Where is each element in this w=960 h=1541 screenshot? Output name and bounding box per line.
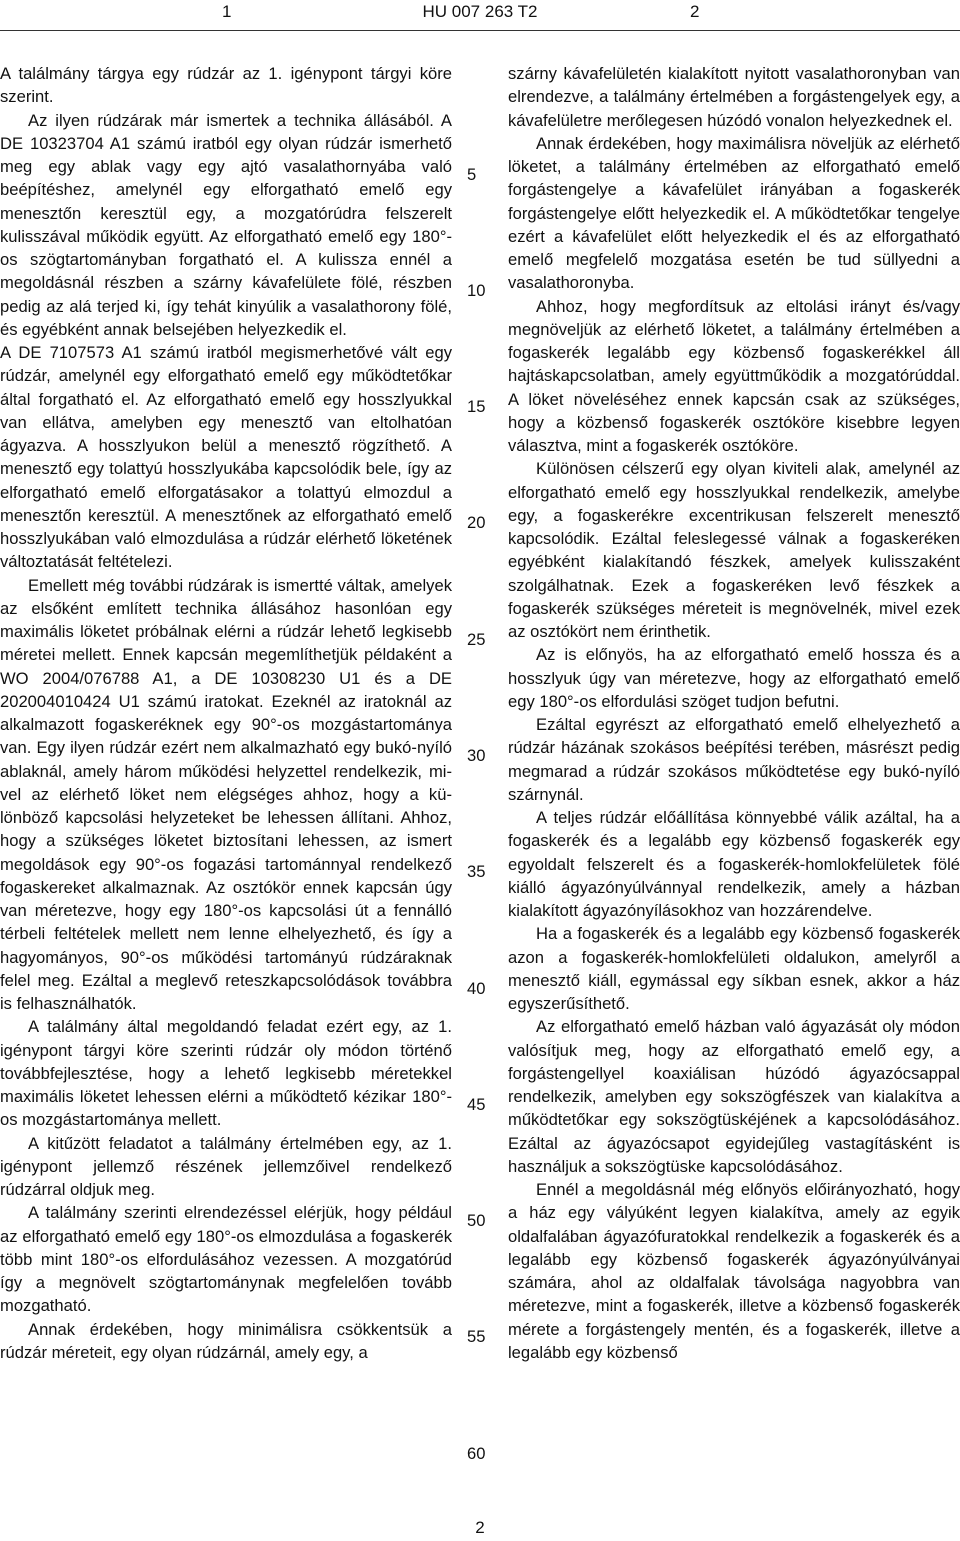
line-number: 40 <box>467 979 486 998</box>
line-number: 30 <box>467 746 486 765</box>
paragraph: Az ilyen rúdzárak már ismertek a technika állásából. A DE 10323704 A1 számú iratból egy olyan rúdzár ismerhető meg egy ablak vagy egy ajtó vasalathornyába való beépítéshez, amelynél egy elforgatható emelő egy menesztőn keresztül egy, a mozgatórúdra felszerelt kulisszával működik együtt. Az elforgatható emelő egy 180°-os szögtartományban forgatható el. A kulissza ennél a megoldásnál részben a szárny kávafelülete fölé, részben pedig az alá terjed ki, így tehát kinyúlik a vasalathorony fölé, és egyébként annak belsejében helyezkedik el. <box>0 110 452 339</box>
left-column <box>0 62 452 1364</box>
paragraph: Ennél a megoldásnál még előnyös előirányozható, hogy a ház egy vályúként legyen kialakítva, amely az egyik oldalfalában ágyazófuratokkal rendelkezik a fogaskerék és a legalább egy közbenső fogaskerék ágyazónyúlványai számára, ahol az oldalfalak távolsága nagyobbra van méretezve, mint a fogaskerék, illetve a közbenső fogaskerék mérete a forgástengely mentén, és a fogaskerék, illetve a legalább egy közbenső <box>508 1180 960 1362</box>
line-number: 60 <box>467 1444 486 1463</box>
page-footer-number: 2 <box>475 1518 485 1537</box>
line-number: 20 <box>467 513 486 532</box>
paragraph: Ezáltal egyrészt az elforgatható emelő elhelyezhető a rúdzár házának szokásos beépítési terében, másrészt pedig megmarad a rúdzár szokásos működtetése egy bukó-nyíló szárnynál. <box>508 715 960 804</box>
header-rule <box>0 30 960 31</box>
paragraph: Az is előnyös, ha az elforgatható emelő hossza és a hosszlyuk úgy van méretezve, hogy az elforgatható emelő egy 180°-os elfordulási szöget tudjon befutni. <box>508 645 960 711</box>
right-page-number: 2 <box>690 2 700 21</box>
line-number: 10 <box>467 281 486 300</box>
paragraph: A találmány által megoldandó feladat ezért egy, az 1. igénypont tárgyi köre szerinti rúdzár oly módon történő továbbfejlesztése, hogy a lehető legkisebb méretekkel maximális löketet lehessen elérni a működtető kézikar 180°-os mozgástartománya mellett. <box>0 1017 452 1130</box>
paragraph: A kitűzött feladatot a találmány értelmében egy, az 1. igénypont jellemző részének jellemzőivel rendelkező rúdzárral oldjuk meg. <box>0 1133 452 1199</box>
paragraph: A találmány tárgya egy rúdzár az 1. igénypont tárgyi köre szerint. <box>0 64 452 107</box>
paragraph: Ha a fogaskerék és a legalább egy közbenső fogaskerék azon a fogaskerék-homlokfelületi oldalukon, amelyről a menesztő kiáll, egymással egy síkban esnek, akkor a ház egyszerűsíthető. <box>508 924 960 1013</box>
paragraph: Az elforgatható emelő házban való ágyazását oly módon valósítjuk meg, hogy az elforgatható emelő egy, a forgástengellyel koaxiálisan húzódó ágyazócsappal rendelkezik, amelyben egy sokszögfészek van kialakítva a működtetőkar egy sokszögtüskéjének a kapcsolódásához. Ezáltal az ágyazócsapot egyidejűleg vastagításként is használjuk a sokszögtüske kapcsolódásához. <box>508 1017 960 1176</box>
paragraph: Ahhoz, hogy megfordítsuk az eltolási irányt és/vagy megnöveljük az elérhető löketet, a találmány értelmében a fogaskerék legalább egy közbenső fogaskerékkel áll hajtáskapcsolatban, amely együttműködik a mozgatórúddal. A löket növeléséhez ennek kapcsán csak az szükséges, hogy a közbenső fogaskerék osztóköre kisebbre legyen választva, mint a fogaskerék osztóköre. <box>508 296 960 455</box>
paragraph: A DE 7107573 A1 számú iratból megismerhetővé vált egy rúdzár, amelynél egy elforgatható emelő egy működtetőkar által forgatható el. Az elforgatható emelő egy hosszlyukkal van ellátva, amelyben egy menesztő van eltolhatóan ágyazva. A hosszlyukon belül a menesztő rögzíthető. A menesztő egy tolattyú hosszlyukába kapcsolódik bele, így az elforgatható emelő elforgatásakor a tolattyú elmozdul a menesztőn keresztül. A menesztőnek az elforgatható emelő hosszlyukában való elmozdulása a rúdzár elérhető löketének változtatását feltételezi. <box>0 343 452 572</box>
line-number: 35 <box>467 862 486 881</box>
page-header <box>0 0 960 30</box>
line-number: 25 <box>467 630 486 649</box>
right-column <box>508 62 960 1364</box>
paragraph: Emellett még további rúdzárak is ismertté váltak, amelyek az elsőként említett technika állásához hasonlóan egy maximális löketet próbálnak elérni a rúdzár lehető legkisebb méretei mellett. Ennek kapcsán megemlíthetjük példaként a WO 2004/076788 A1, a DE 10308230 U1 és a DE 202004010424 U1 számú iratokat. Ezeknél az iratoknál az alkalmazott fogaskeréknek egy 90°-os mozgástartománya van. Egy ilyen rúdzár ezért nem alkalmazható egy bukó-nyíló ablaknál, amely három működési helyzettel rendelkezik, mivel az elérhető löket nem elégséges ahhoz, hogy a különböző kapcsolási helyzeteket be lehessen állítani. Ahhoz, hogy a szükséges löketet biztosítani lehessen, az ismert megoldások egy 90°-os fogazási tartománnyal rendelkező fogaskereket alkalmaznak. Az osztókör ennek kapcsán úgy van méretezve, hogy egy 180°-os kapcsolási út a fennálló térbeli feltételek mellett nem lenne elhelyezhető, és így a hagyományos, 90°-os működési tartományú rúdzáraknak felel meg. Ezáltal a meglevő reteszkapcsolódások továbbra is felhasználhatók. <box>0 575 452 1013</box>
line-number: 50 <box>467 1211 486 1230</box>
line-number: 15 <box>467 397 486 416</box>
paragraph: Annak érdekében, hogy maximálisra növeljük az elérhető löketet, a találmány értelmében az elforgatható emelő forgástengelye a kávafelület irányában a fogaskerék forgástengelye előtt helyezkedik el. A működtetőkar tengelye ezért a kávafelület előtt helyezkedik el és az elforgatható emelő megfelelő mozgatása esetén be tud süllyedni a vasalathoronyba. <box>508 133 960 293</box>
paragraph: A teljes rúdzár előállítása könnyebbé válik azáltal, ha a fogaskerék és a legalább egy közbenső fogaskerék egy egyoldalt felszerelt és a fogaskerék-homlokfelületek fölé kiálló ágyazónyúlvánnyal rendelkezik, amely a házban kialakított ágyazónyílásokhoz van hozzárendelve. <box>508 808 960 920</box>
line-number: 45 <box>467 1095 486 1114</box>
paragraph: A találmány szerinti elrendezéssel elérjük, hogy például az elforgatható emelő egy 180°-os elmozdulása a fogaskerék több mint 180°-os elfordulásához vezessen. A mozgatórúd így a megnövelt szögtartománynak megfelelően tovább mozgatható. <box>0 1203 452 1316</box>
line-number: 55 <box>467 1327 486 1346</box>
paragraph: Különösen célszerű egy olyan kiviteli alak, amelynél az elforgatható emelő egy hosszlyukkal rendelkezik, amelybe egy, a fogaskerékre excentrikusan felszerelt menesztő kapcsolódik. Ezáltal feleslegessé válnak a fogaskeréken egyébként kialakítandó fészkek, amelyek kulisszaként szolgálhatnak. Ezek a fogaskeréken levő fészkek a fogaskerék szükséges méreteit is megnövelnék, mivel ezek az osztókört nem érinthetik. <box>508 459 960 641</box>
paragraph: Annak érdekében, hogy minimálisra csökkentsük a rúdzár méreteit, egy olyan rúdzárnál, amely egy, a <box>0 1319 452 1362</box>
document-number: HU 007 263 T2 <box>422 2 538 21</box>
line-number: 5 <box>467 165 477 184</box>
paragraph: szárny kávafelületén kialakított nyitott vasalathoronyban van elrendezve, a találmány értelmében a forgástengelyek egy, a kávafelületre merőlegesen húzódó vonalon helyezkednek el. <box>508 64 960 130</box>
left-page-number: 1 <box>222 2 232 21</box>
